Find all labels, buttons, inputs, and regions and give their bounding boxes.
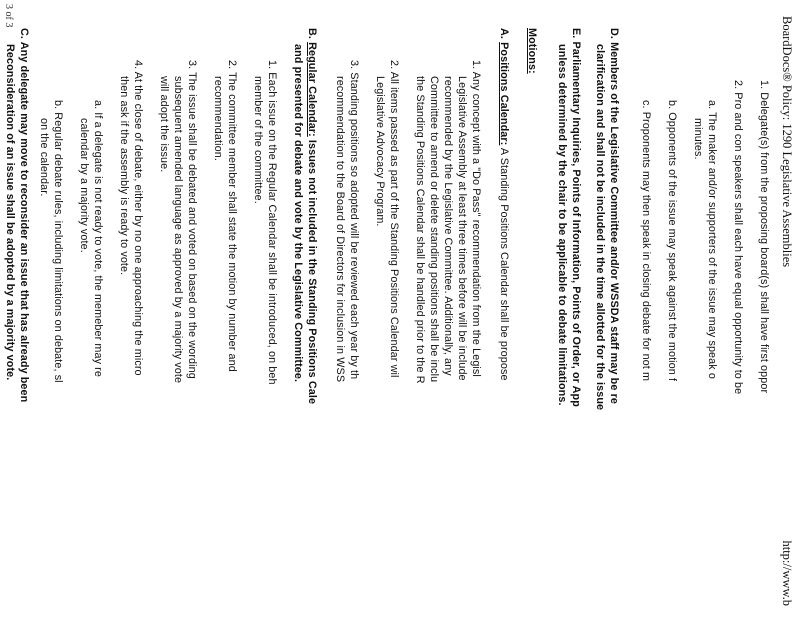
body-line: 2. Pro and con speakers shall each have equal opportunity to be (732, 80, 744, 395)
body-line: clarification and shall not be included in the time allotted for the issue (594, 44, 606, 411)
body-line: recommendation. (212, 76, 224, 161)
body-line: c. Proponents may then speak in closing debate for not m (640, 100, 652, 382)
body-line: Committee to amend or delete standing positions shall be inclu (428, 76, 440, 383)
body-line: b. Opponents of the issue may speak against the motion f (666, 100, 678, 382)
body-line: unless determined by the chair to be applicable to debate limitations. (556, 44, 568, 406)
page-header-title: BoardDocs® Policy: 1290 Legislative Assemblies (780, 16, 794, 268)
body-line: 3. Standing positions so adopted will be reviewed each year by th (348, 60, 360, 380)
body-line: 2. The committee member shall state the motion by number and (226, 60, 238, 372)
body-line: minutes. (692, 118, 704, 160)
body-line: 1. Delegate(s) from the proposing board(s) shall have first oppor (758, 80, 770, 394)
body-line: the Standing Positions Calendar shall be handled prior to the R (414, 76, 426, 384)
body-line (498, 28, 510, 381)
section-heading-positions-calendar: Positions Calendar: (498, 42, 510, 146)
body-line: 2. All items passed as part of the Standing Positions Calendar wil (388, 60, 400, 378)
body-line: Reconsideration of an issue shall be adopted by a majority vote. (4, 44, 16, 381)
body-line: member of the committee. (252, 76, 264, 204)
body-line: D. Members of the Legislative Committee and/or WSSDA staff may be re (608, 28, 620, 404)
body-line: calendar by a majority vote. (78, 118, 90, 253)
body-line: Legislative Advocacy Program. (374, 76, 386, 227)
body-line (306, 28, 318, 404)
section-heading-regular-calendar: Regular Calendar: (306, 42, 318, 137)
section-heading-motions: Motions: (526, 28, 538, 74)
page-number-footer: 3 of 3 (3, 4, 14, 28)
body-line: and presented for debate and vote by the Legislative Committee. (292, 44, 304, 383)
body-line: 3. The issue shall be debated and voted on based on the wording (186, 60, 198, 379)
body-line: will adopt the issue. (158, 76, 170, 173)
body-line: E. Parliamentary Inquiries, Points of Information, Points of Order, or App (570, 28, 582, 407)
list-marker: A. (498, 28, 510, 43)
body-text: Issues not included in the Standing Positions Cale (306, 136, 318, 405)
body-line: recommended by the Legislative Committee. Additionally, any (442, 76, 454, 376)
body-line: 1. Any concept with a "Do Pass" recommendation from the Legisl (470, 60, 482, 377)
body-line: a. If a delegate is not ready to vote, the memeber may re (92, 100, 104, 377)
body-line: a. The maker and/or supporters of the issue may speak o (706, 100, 718, 379)
body-line: 1. Each issue on the Regular Calendar shall be introduced, on beh (266, 60, 278, 385)
body-line: on the calendar. (38, 118, 50, 197)
body-line: recommendation to the Board of Directors for inclusion in WSS (334, 76, 346, 383)
body-line: b. Regular debate rules, including limitations on debate, sl (52, 100, 64, 383)
body-line: C. Any delegate may move to reconsider an issue that has already been (18, 28, 30, 403)
body-line: subsequent amended language as approved by a majority vote (172, 76, 184, 384)
body-line: then ask if the assembly is ready to vote. (118, 76, 130, 276)
body-line: Legislative Assembly at least three times before will be include (456, 76, 468, 381)
list-marker: B. (306, 28, 318, 43)
page-header-url: http://www.b (780, 540, 794, 606)
body-text: A Standing Positions Calendar shall be propose (498, 145, 510, 381)
body-line: 4. At the close of debate, either by no one approaching the micro (132, 60, 144, 376)
